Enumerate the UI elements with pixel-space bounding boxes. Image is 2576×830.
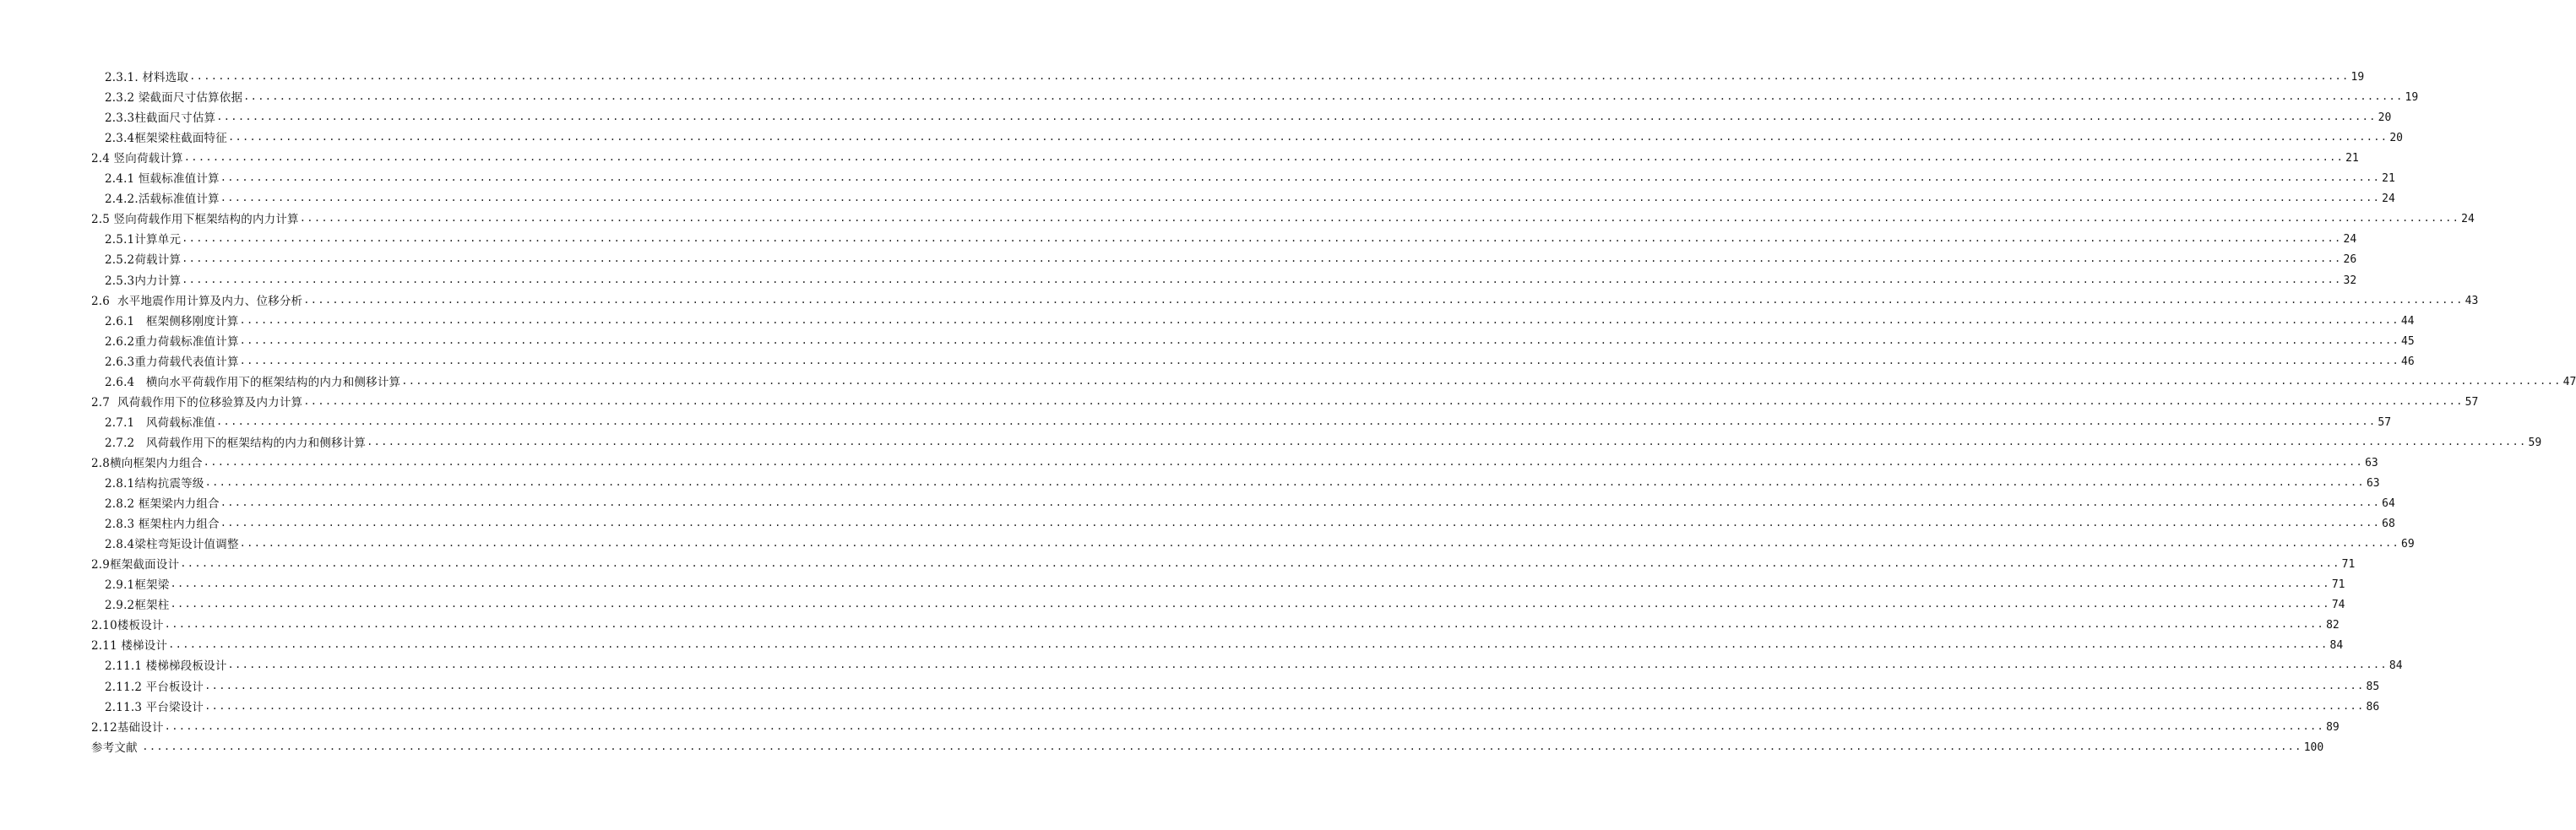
toc-entry-title: 2.11.2 平台板设计 bbox=[105, 680, 204, 694]
toc-entry[interactable] bbox=[91, 389, 2479, 410]
toc-entry-title: 2.6 水平地震作用计算及内力、位移分析 bbox=[91, 294, 303, 308]
toc-entry-page-number: 59 bbox=[2528, 436, 2542, 449]
toc-entry-page-number: 89 bbox=[2326, 720, 2340, 734]
toc-entry-page-number: 68 bbox=[2382, 518, 2395, 531]
dot-leader: ............................................................................................................................................................................................................................................................................................................ bbox=[227, 131, 2389, 144]
toc-entry[interactable] bbox=[105, 186, 2395, 207]
toc-entry-title: 2.7.1 风荷载标准值 bbox=[105, 415, 216, 430]
toc-entry-page-number: 82 bbox=[2326, 619, 2340, 632]
toc-entry[interactable] bbox=[91, 288, 2479, 308]
dot-leader: ............................................................................................................................................................................................................................................................................................................ bbox=[220, 171, 2381, 184]
toc-entry-title: 2.5.1计算单元 bbox=[105, 233, 182, 247]
toc-entry-page-number: 43 bbox=[2465, 294, 2479, 307]
toc-entry-title: 2.4.1 恒载标准值计算 bbox=[105, 172, 220, 187]
toc-entry-title: 2.11.1 楼梯梯段板设计 bbox=[105, 659, 227, 674]
toc-entry[interactable] bbox=[105, 125, 2403, 146]
toc-entry[interactable] bbox=[105, 572, 2345, 593]
toc-entry-page-number: 45 bbox=[2401, 334, 2415, 348]
toc-entry[interactable] bbox=[91, 450, 2378, 470]
toc-entry[interactable] bbox=[91, 735, 2324, 755]
toc-entry[interactable] bbox=[105, 105, 2392, 126]
dot-leader: ............................................................................................................................................................................................................................................................................................................ bbox=[182, 252, 2342, 265]
toc-entry[interactable] bbox=[105, 410, 2392, 430]
toc-entry-page-number: 63 bbox=[2366, 477, 2380, 490]
dot-leader: ............................................................................................................................................................................................................................................................................................................ bbox=[142, 740, 2302, 752]
toc-entry[interactable] bbox=[105, 470, 2380, 491]
toc-entry-title: 2.5.2荷载计算 bbox=[105, 253, 182, 268]
toc-entry-title: 2.5 竖向荷载作用下框架结构的内力计算 bbox=[91, 213, 299, 227]
dot-leader: ............................................................................................................................................................................................................................................................................................................ bbox=[170, 598, 2330, 610]
toc-entry-page-number: 19 bbox=[2405, 91, 2419, 105]
toc-entry-page-number: 21 bbox=[2382, 172, 2395, 186]
toc-entry-title: 2.3.1. 材料选取 bbox=[105, 71, 189, 84]
dot-leader: ............................................................................................................................................................................................................................................................................................................ bbox=[168, 638, 2329, 651]
toc-entry-title: 2.8.4梁柱弯矩设计值调整 bbox=[105, 538, 239, 552]
toc-entry[interactable] bbox=[105, 592, 2345, 613]
toc-entry-page-number: 74 bbox=[2331, 599, 2345, 612]
toc-entry-page-number: 64 bbox=[2382, 497, 2395, 511]
toc-entry-page-number: 24 bbox=[2343, 233, 2357, 247]
dot-leader: ............................................................................................................................................................................................................................................................................................................ bbox=[180, 557, 2340, 570]
toc-entry-page-number: 57 bbox=[2378, 415, 2392, 429]
dot-leader: ............................................................................................................................................................................................................................................................................................................ bbox=[203, 455, 2364, 468]
dot-leader: ............................................................................................................................................................................................................................................................................................................ bbox=[243, 90, 2404, 103]
toc-entry-title: 2.11.3 平台梁设计 bbox=[105, 700, 204, 714]
toc-entry-title: 2.4 竖向荷载计算 bbox=[91, 152, 183, 166]
toc-entry-page-number: 71 bbox=[2341, 558, 2356, 572]
toc-entry[interactable] bbox=[91, 632, 2344, 654]
dot-leader: ............................................................................................................................................................................................................................................................................................................ bbox=[183, 151, 2345, 164]
toc-entry-title: 2.8.3 框架柱内力组合 bbox=[105, 518, 220, 532]
toc-entry-page-number: 84 bbox=[2329, 639, 2344, 653]
toc-entry-title: 2.6.3重力荷载代表值计算 bbox=[105, 355, 239, 369]
toc-entry-title: 2.11 楼梯设计 bbox=[91, 639, 168, 654]
dot-leader: ............................................................................................................................................................................................................................................................................................................ bbox=[220, 192, 2381, 204]
dot-leader: ............................................................................................................................................................................................................................................................................................................ bbox=[239, 334, 2400, 346]
dot-leader: ............................................................................................................................................................................................................................................................................................................ bbox=[299, 212, 2460, 225]
toc-entry-page-number: 20 bbox=[2378, 111, 2392, 125]
toc-entry-title: 2.7 风荷载作用下的位移验算及内力计算 bbox=[91, 395, 303, 410]
toc-entry[interactable] bbox=[91, 145, 2359, 166]
toc-entry-page-number: 100 bbox=[2303, 740, 2324, 754]
toc-entry-title: 2.8.1结构抗震等级 bbox=[105, 477, 204, 491]
toc-entry-title: 2.8.2 框架梁内力组合 bbox=[105, 497, 220, 512]
toc-entry[interactable] bbox=[105, 328, 2415, 349]
dot-leader: ............................................................................................................................................................................................................................................................................................................ bbox=[189, 70, 2350, 82]
toc-entry[interactable] bbox=[105, 674, 2380, 694]
toc-entry-title: 2.6.1 框架侧移刚度计算 bbox=[105, 314, 239, 328]
toc-entry-title: 2.3.3柱截面尺寸估算 bbox=[105, 111, 216, 126]
toc-entry[interactable] bbox=[91, 612, 2340, 633]
toc-entry-page-number: 19 bbox=[2350, 71, 2365, 84]
toc-entry[interactable] bbox=[105, 694, 2380, 714]
dot-leader: ............................................................................................................................................................................................................................................................................................................ bbox=[401, 374, 2562, 387]
dot-leader: ............................................................................................................................................................................................................................................................................................................ bbox=[239, 354, 2400, 366]
toc-entry[interactable] bbox=[105, 165, 2395, 187]
toc-entry[interactable] bbox=[91, 714, 2340, 735]
dot-leader: ............................................................................................................................................................................................................................................................................................................ bbox=[220, 496, 2381, 509]
toc-entry[interactable] bbox=[105, 268, 2357, 288]
toc-entry-title: 2.8横向框架内力组合 bbox=[91, 456, 203, 470]
toc-entry[interactable] bbox=[105, 349, 2415, 369]
toc-entry-title: 2.5.3内力计算 bbox=[105, 274, 182, 288]
toc-entry-page-number: 46 bbox=[2401, 355, 2415, 368]
toc-entry-page-number: 44 bbox=[2400, 314, 2415, 328]
toc-entry[interactable] bbox=[105, 430, 2542, 450]
toc-entry-title: 参考文献 bbox=[91, 740, 142, 755]
toc-entry[interactable] bbox=[105, 247, 2357, 268]
toc-entry-page-number: 85 bbox=[2366, 680, 2380, 693]
toc-entry[interactable] bbox=[105, 64, 2365, 84]
toc-entry-page-number: 71 bbox=[2331, 578, 2345, 592]
toc-entry-page-number: 24 bbox=[2461, 213, 2475, 226]
toc-entry-title: 2.10楼板设计 bbox=[91, 619, 164, 633]
toc-entry-page-number: 69 bbox=[2401, 538, 2415, 551]
dot-leader: ............................................................................................................................................................................................................................................................................................................ bbox=[367, 435, 2527, 448]
dot-leader: ............................................................................................................................................................................................................................................................................................................ bbox=[227, 659, 2388, 671]
toc-entry-title: 2.3.4框架梁柱截面特征 bbox=[105, 132, 227, 146]
dot-leader: ............................................................................................................................................................................................................................................................................................................ bbox=[164, 719, 2325, 732]
dot-leader: ............................................................................................................................................................................................................................................................................................................ bbox=[216, 415, 2377, 427]
toc-entry[interactable] bbox=[91, 551, 2356, 572]
toc-entry-page-number: 20 bbox=[2389, 132, 2403, 145]
toc-entry[interactable] bbox=[105, 226, 2357, 247]
toc-entry-page-number: 57 bbox=[2465, 395, 2479, 409]
toc-entry-title: 2.9.2框架柱 bbox=[105, 599, 170, 613]
toc-entry-page-number: 47 bbox=[2562, 375, 2576, 388]
toc-entry-page-number: 24 bbox=[2382, 193, 2395, 206]
dot-leader: ............................................................................................................................................................................................................................................................................................................ bbox=[216, 111, 2377, 123]
toc-entry-page-number: 86 bbox=[2366, 700, 2380, 713]
dot-leader: ............................................................................................................................................................................................................................................................................................................ bbox=[170, 578, 2330, 590]
toc-entry-title: 2.6.2重力荷载标准值计算 bbox=[105, 334, 239, 349]
toc-entry-page-number: 63 bbox=[2365, 456, 2378, 469]
toc-entry-title: 2.7.2 风荷载作用下的框架结构的内力和侧移计算 bbox=[105, 436, 367, 450]
toc-entry[interactable] bbox=[105, 84, 2419, 106]
toc-entry[interactable] bbox=[91, 206, 2475, 227]
toc-entry-page-number: 21 bbox=[2345, 152, 2359, 165]
dot-leader: ............................................................................................................................................................................................................................................................................................................ bbox=[239, 313, 2399, 326]
toc-entry-page-number: 26 bbox=[2343, 253, 2357, 267]
dot-leader: ............................................................................................................................................................................................................................................................................................................ bbox=[239, 537, 2400, 550]
toc-entry-title: 2.9.1框架梁 bbox=[105, 578, 170, 593]
dot-leader: ............................................................................................................................................................................................................................................................................................................ bbox=[204, 679, 2365, 692]
dot-leader: ............................................................................................................................................................................................................................................................................................................ bbox=[182, 232, 2342, 245]
toc-entry-page-number: 84 bbox=[2389, 659, 2403, 673]
dot-leader: ............................................................................................................................................................................................................................................................................................................ bbox=[303, 293, 2464, 306]
toc-entry-title: 2.6.4 横向水平荷载作用下的框架结构的内力和侧移计算 bbox=[105, 375, 401, 389]
toc-entry-title: 2.9框架截面设计 bbox=[91, 558, 180, 572]
toc-entry[interactable] bbox=[105, 308, 2415, 328]
dot-leader: ............................................................................................................................................................................................................................................................................................................ bbox=[220, 517, 2381, 529]
toc-entry-title: 2.4.2.活载标准值计算 bbox=[105, 193, 220, 207]
toc-entry[interactable] bbox=[105, 653, 2403, 674]
dot-leader: ............................................................................................................................................................................................................................................................................................................ bbox=[303, 394, 2464, 407]
toc-entry-title: 2.12基础设计 bbox=[91, 720, 164, 735]
toc-entry-page-number: 32 bbox=[2343, 274, 2357, 287]
toc-entry[interactable] bbox=[105, 531, 2415, 552]
dot-leader: ............................................................................................................................................................................................................................................................................................................ bbox=[182, 273, 2342, 285]
toc-entry-title: 2.3.2 梁截面尺寸估算依据 bbox=[105, 91, 243, 106]
dot-leader: ............................................................................................................................................................................................................................................................................................................ bbox=[204, 699, 2365, 712]
dot-leader: ............................................................................................................................................................................................................................................................................................................ bbox=[164, 618, 2325, 631]
toc-entry[interactable] bbox=[105, 491, 2395, 512]
dot-leader: ............................................................................................................................................................................................................................................................................................................ bbox=[204, 476, 2365, 488]
toc-entry[interactable] bbox=[105, 369, 2576, 389]
toc-entry[interactable] bbox=[105, 511, 2395, 532]
